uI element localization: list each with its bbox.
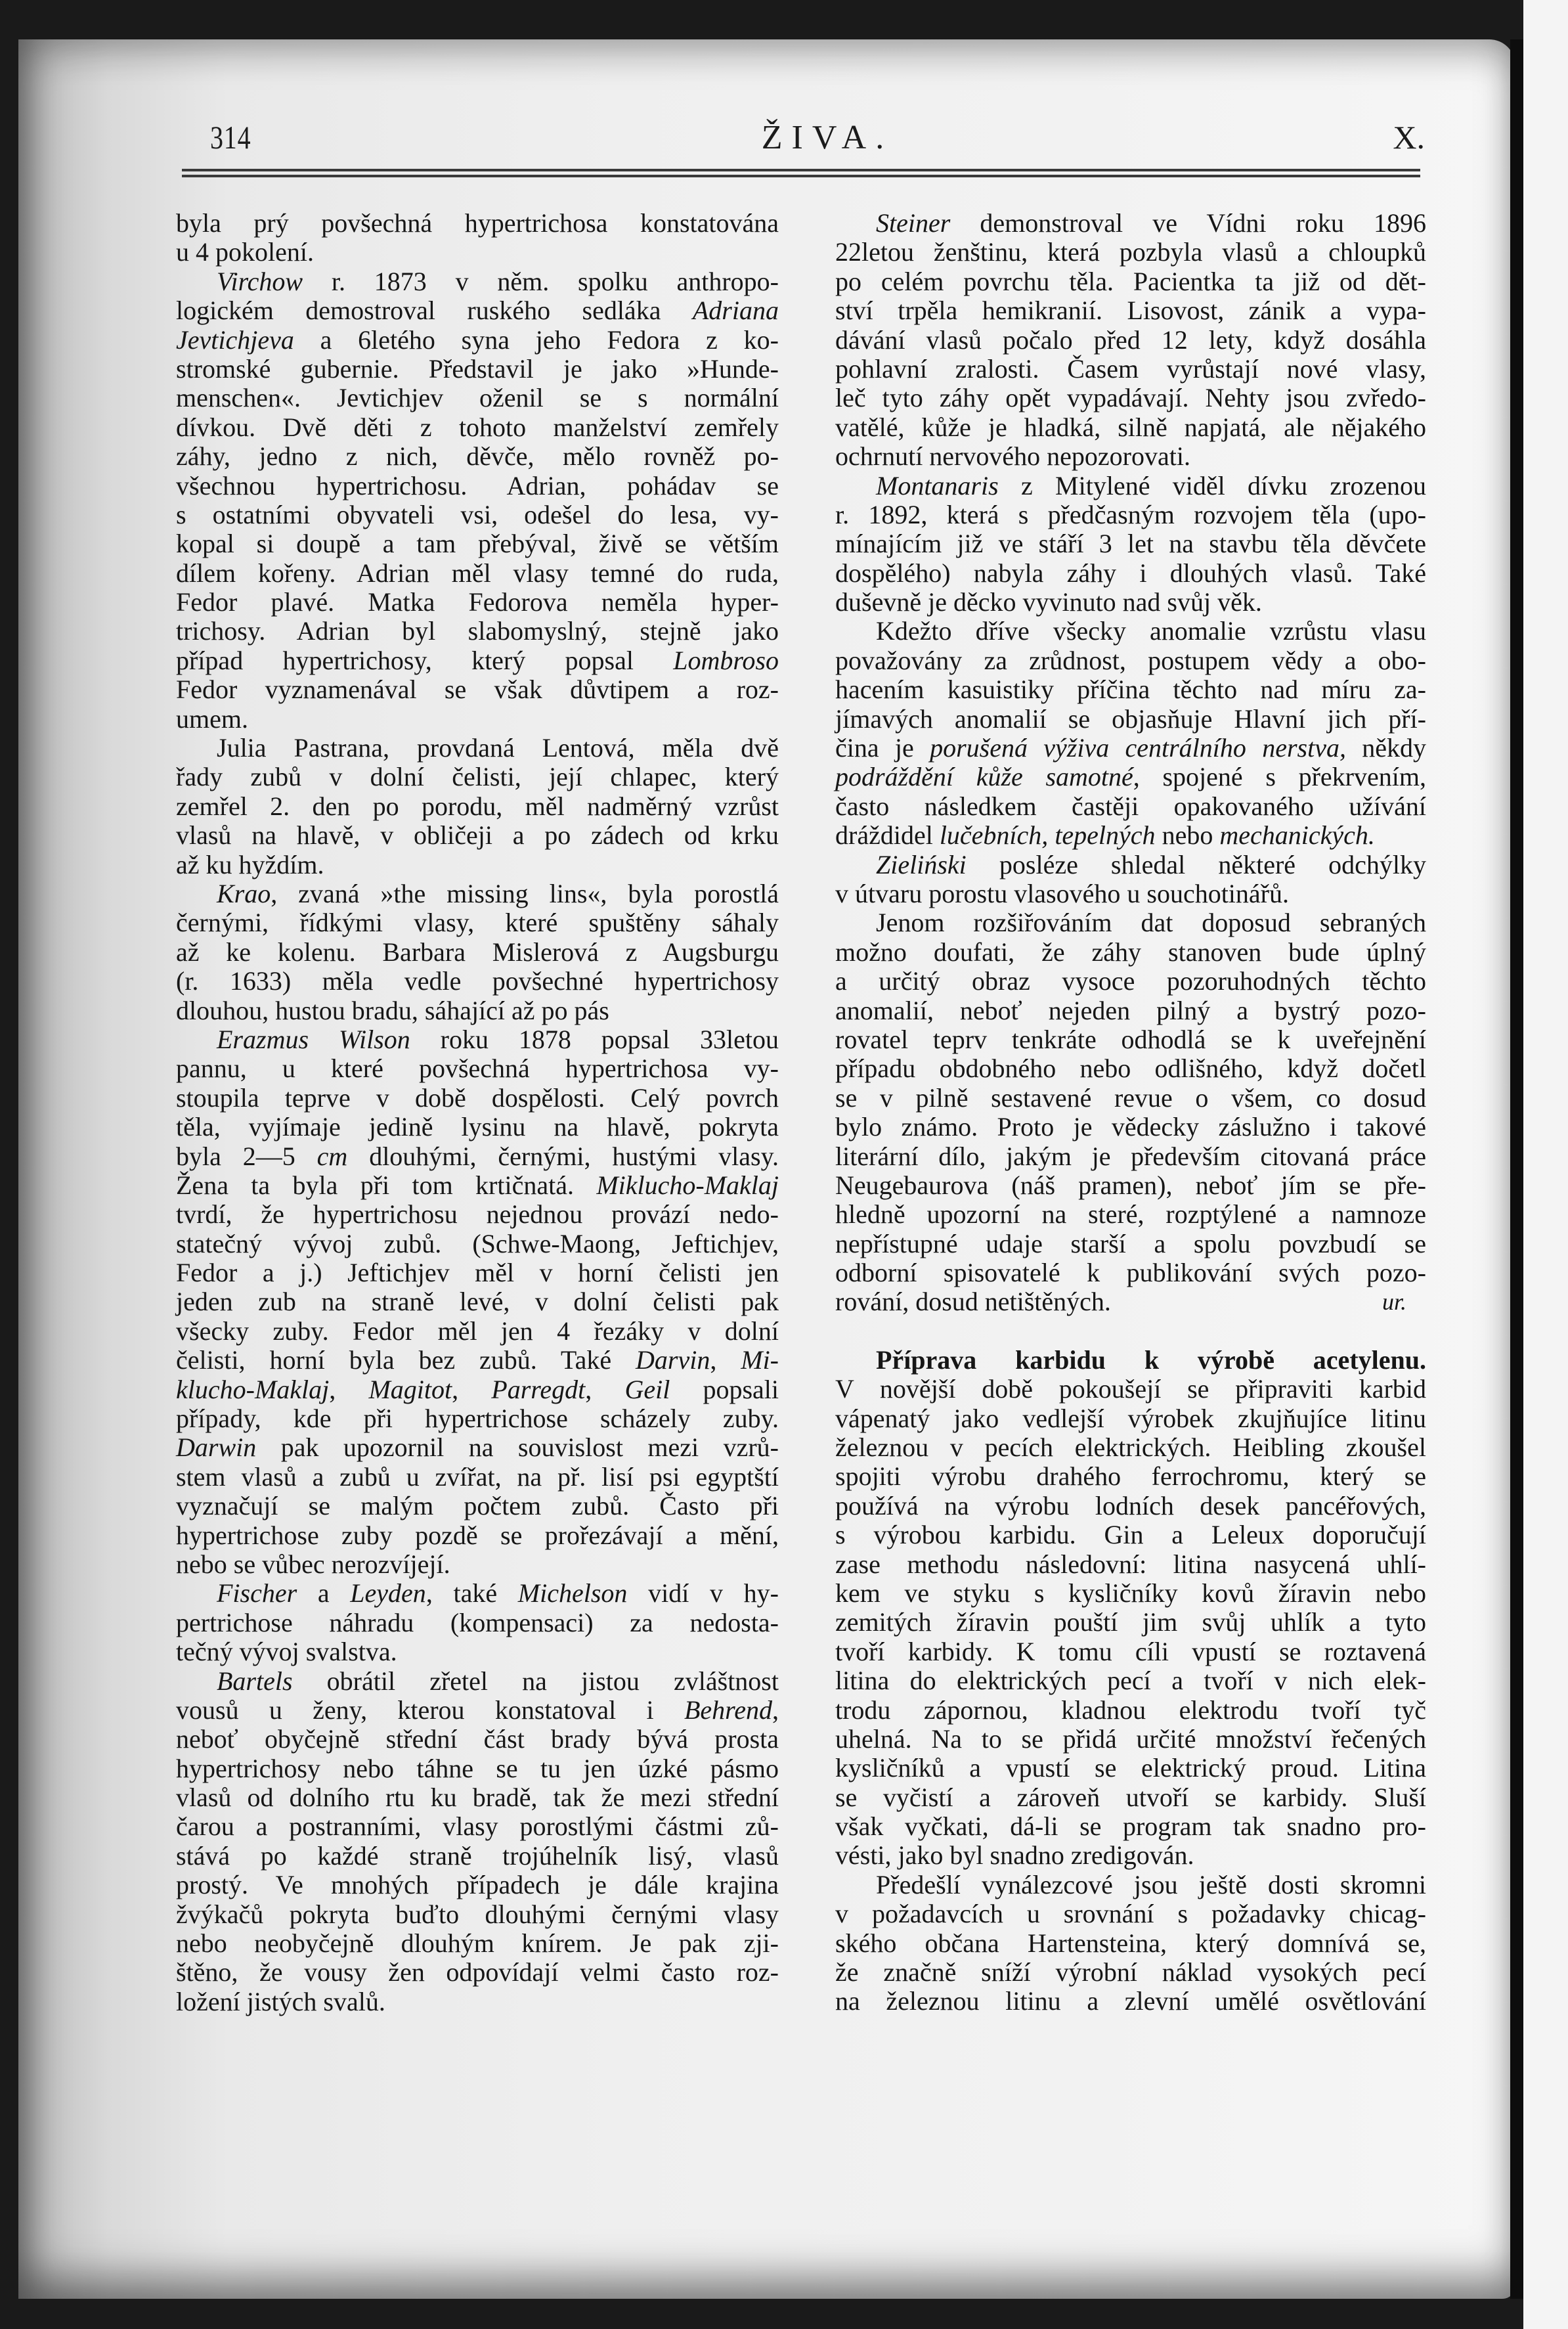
text-line: Zieliński posléze shledal některé odchýlky [876,849,1426,879]
text-line: Fedor plavé. Matka Fedorova neměla hyper- [176,587,779,617]
text-line: V novější době pokoušejí se připraviti karbid [835,1374,1426,1404]
text-line: neboť obyčejně střední část brady bývá prosta [176,1724,779,1754]
text-line: nepřístupné udaje starší a spolu povzbudí se [835,1228,1426,1258]
text-line: Jenom rozšiřováním dat doposud sebraných [876,908,1426,938]
text-line: logickém demostroval ruského sedláka Adriana [176,296,779,326]
text-line: v požadavcích u srovnání s požadavky chicag- [835,1899,1426,1929]
text-line: čina je porušená výživa centrálního nerstva, někdy [835,733,1426,763]
text-line: případy, kde při hypertrichose scházely zuby. [176,1404,779,1434]
text-line: kysličníků a vpustí se elektrický proud. Litina [835,1753,1426,1783]
section-heading: Příprava karbidu k výrobě acetylenu. [876,1344,1426,1375]
text-line: Žena ta byla při tom krtičnatá. Miklucho-Maklaj [176,1170,779,1200]
text-line: těla, vyjímaje jedině lysinu na hlavě, pokryta [176,1112,779,1142]
text-line: tvrdí, že hypertrichosu nejednou provází nedo- [176,1199,779,1230]
text-line: vésti, jako byl snadno zredigován. [835,1840,1194,1871]
text-line: zemřel 2. den po porodu, měl nadměrný vzrůst [176,791,779,821]
section-gap [835,1317,1426,1346]
text-line: Kdežto dříve všecky anomalie vzrůstu vlasu [876,616,1426,646]
text-line: ství trpěla hemikranií. Lisovost, zánik a vypa- [835,296,1426,326]
text-line: Erazmus Wilson roku 1878 popsal 33letou [217,1024,779,1054]
text-line: se vyčistí a zároveň utvoří se karbidy. Sluší [835,1782,1426,1812]
text-line: byla prý povšechná hypertrichosa konstatována [176,208,779,238]
text-line: všecky zuby. Fedor měl jen 4 řezáky v dolní [176,1316,779,1346]
text-line: zase methodu následovní: litina nasycená uhlí- [835,1549,1426,1579]
text-line: jeden zub na straně levé, v dolní čelisti pak [176,1287,779,1317]
text-line: byla 2—5 cm dlouhými, černými, hustými vlasy. [176,1141,779,1171]
text-line: vousů u ženy, kterou konstatoval i Behrend, [176,1695,779,1725]
text-line: záhy, jedno z nich, děvče, mělo rovněž po- [176,441,779,472]
text-line: kem ve styku s kysličníky kovů žíravin nebo [835,1578,1426,1608]
text-line: používá na výrobu lodních desek pancéřových, [835,1490,1426,1520]
text-line: duševně je děcko vyvinuto nad svůj věk. [835,587,1262,617]
text-line: trichosy. Adrian byl slabomyslný, stejně jako [176,616,779,646]
right-column [835,209,1426,2016]
text-line: odborní spisovatelé k publikování svých pozo- [835,1258,1426,1288]
text-line: až ku hyždím. [176,849,324,879]
text-line: stem vlasů a zubů u zvířat, na př. lisí psi egyptští [176,1461,779,1492]
text-line: všechnou hypertrichosu. Adrian, pohádav se [176,470,779,500]
text-line: ského občana Hartensteina, který domnívá se, [835,1928,1426,1958]
text-line: literární dílo, jakým je především citovaná práce [835,1141,1426,1171]
text-line: podráždění kůže samotné, spojené s překrvením, [835,762,1426,792]
text-line: s ostatními obyvateli vsi, odešel do lesa, vy- [176,499,779,529]
text-line: Steiner demonstroval ve Vídni roku 1896 [876,208,1426,238]
text-line: Fedor a j.) Jeftichjev měl v horní čelisti jen [176,1258,779,1288]
text-line: řady zubů v dolní čelisti, její chlapec, který [176,762,779,792]
text-line: stoupila teprve v době dospělosti. Celý povrch [176,1082,779,1113]
text-line: že značně sníží výrobní náklad vysokých pecí [835,1957,1426,1987]
text-line: případ hypertrichosy, který popsal Lombroso [176,645,779,675]
text-line: Jevtichjeva a 6letého syna jeho Fedora z ko- [176,324,779,355]
text-line: ochrnutí nervového nepozorovati. [835,441,1190,472]
text-line: pertrichose náhradu (kompensaci) za nedosta- [176,1607,779,1637]
text-line: černými, řídkými vlasy, které spuštěny sáhaly [176,908,779,938]
text-line: Krao, zvaná »the missing lins«, byla porostlá [217,878,779,908]
left-column [176,209,779,2016]
text-line: se v pilně sestavené revue o všem, co dosud [835,1082,1426,1113]
text-line: Fischer a Leyden, také Michelson vidí v hy- [217,1578,779,1608]
text-line: pohlavní zralosti. Časem vyrůstají nové vlasy, [835,353,1426,384]
text-line: dívkou. Dvě děti z tohoto manželství zemřely [176,412,779,442]
text-line: klucho-Maklaj, Magitot, Parregdt, Geil popsali [176,1374,779,1404]
text-line: vápenatý jako vedlejší výrobek zkujňujíce litinu [835,1403,1426,1433]
text-line: až ke kolenu. Barbara Mislerová z Augsburgu [176,937,779,967]
text-line: r. 1892, která s předčasným rozvojem těla (upo- [835,499,1426,529]
text-line: trodu zápornou, kladnou elektrodu tvoří tyč [835,1695,1426,1725]
text-line: vatělé, kůže je hladká, silně napjatá, ale nějakého [835,412,1426,442]
volume-number: X. [1393,119,1425,156]
text-line: možno doufati, že záhy stanoven bude úplný [835,937,1426,967]
text-line: hypertrichose zuby pozdě se prořezávají a mění, [176,1520,779,1550]
text-line: jímavých anomalií se objasňuje Hlavní jich pří- [835,703,1426,734]
text-line: uhelná. Na to se přidá určité množství řečených [835,1723,1426,1754]
text-line: menschen«. Jevtichjev oženil se s normální [176,383,779,413]
text-line: u 4 pokolení. [176,237,314,267]
text-line: vlasů od dolního rtu ku bradě, tak že mezi střední [176,1783,779,1813]
text-line: 22letou ženštinu, která pozbyla vlasů a chloupků [835,237,1426,267]
text-line: případu obdobného nebo odlišného, když dočetl [835,1054,1426,1084]
text-line: prostý. Ve mnohých případech je dále krajina [176,1870,779,1900]
page-number: 314 [210,119,251,156]
text-line: bylo známo. Proto je vědecky záslužno i takové [835,1112,1426,1142]
text-line: často následkem častěji opakovaného užívání [835,791,1426,821]
text-line: dospělého) nabyla záhy i dlouhých vlasů. Také [835,558,1426,588]
text-line: Julia Pastrana, provdaná Lentová, měla dvě [217,733,779,763]
text-line: žvýkačů pokryta buďto dlouhými černými vlasy [176,1899,779,1929]
text-line: s výrobou karbidu. Gin a Leleux doporučují [835,1520,1426,1550]
text-line: však vyčkati, dá-li se program tak snadno pro- [835,1811,1426,1842]
text-line: po celém povrchu těla. Pacientka ta již od dět- [835,266,1426,296]
running-header [210,118,1445,164]
text-line: ložení jistých svalů. [176,1986,385,2016]
scan-margin-right [1523,0,1568,2329]
text-line: na železnou litinu a zlevní umělé osvětlování [835,1986,1426,2016]
text-line: leč tyto záhy opět vypadávají. Nehty jsou zvředo- [835,383,1426,413]
text-line: rování, dosud netištěných. ur. [835,1287,1406,1317]
text-line: pannu, u které povšechná hypertrichosa vy- [176,1054,779,1084]
text-line: (r. 1633) měla vedle povšechné hypertrichosy [176,966,779,996]
header-rule-bottom [182,175,1420,177]
text-line: nebo neobyčejně dlouhým knírem. Je pak zji- [176,1928,779,1959]
text-line: stromské gubernie. Představil je jako »Hunde- [176,353,779,384]
text-line: považovány za zrůdnost, postupem vědy a obo- [835,645,1426,675]
text-line: Darwin pak upozornil na souvislost mezi vzrů- [176,1432,779,1463]
text-line: nebo se vůbec nerozvíjejí. [176,1549,450,1579]
text-line: a určitý obraz vysoce pozoruhodných těchto [835,966,1426,996]
text-line: dlouhou, hustou bradu, sáhající až po pás [176,995,609,1025]
text-line: železnou v pecích elektrických. Heibling zkoušel [835,1432,1426,1463]
text-line: anomalií, neboť nejeden pilný a bystrý pozo- [835,995,1426,1025]
text-line: vlasů na hlavě, v obličeji a po zádech od krku [176,820,779,851]
text-line: hacením kasuistiky příčina těchto nad míru za- [835,675,1426,705]
text-line: tvoří karbidy. K tomu cíli vpustí se roztavená [835,1636,1426,1666]
text-line: Virchow r. 1873 v něm. spolku anthropo- [217,266,779,296]
text-line: Montanaris z Mitylené viděl dívku zrozenou [876,470,1426,500]
text-line: dávání vlasů počalo před 12 lety, když dosáhla [835,324,1426,355]
text-line: spojiti výrobu drahého ferrochromu, který se [835,1461,1426,1492]
author-signature: ur. [1382,1289,1406,1316]
scan-edge-right [1510,39,1525,2299]
text-line: hledně upozorní na steré, rozptýlené a namnoze [835,1199,1426,1230]
text-line: Fedor vyznamenával se však důvtipem a roz- [176,675,779,705]
text-line: dílem kořeny. Adrian měl vlasy temné do ruda, [176,558,779,588]
text-line: Bartels obrátil zřetel na jistou zvláštnost [217,1666,779,1696]
text-line: umem. [176,703,248,734]
text-line: čelisti, horní byla bez zubů. Také Darvin, Mi- [176,1345,779,1375]
text-line: vyznačují se malým počtem zubů. Často při [176,1491,779,1521]
text-line: štěno, že vousy žen odpovídají velmi často roz- [176,1957,779,1987]
text-line: rovatel teprv tenkráte odhodlá se k uveřejnění [835,1024,1426,1054]
text-line: v útvaru porostu vlasového u souchotinářů. [835,878,1289,908]
text-line: Předešlí vynálezcové jsou ještě dosti skromni [876,1869,1426,1899]
text-line: dráždidel lučebních, tepelných nebo mechanických. [835,820,1375,851]
text-line: kopal si doupě a tam přebýval, živě se větším [176,529,779,559]
text-line: stává po každé straně trojúhelník lisý, vlasů [176,1840,779,1871]
text-line: mínajícím již ve stáří 3 let na stavbu těla děvčete [835,529,1426,559]
text-line: čarou a postranními, vlasy porostlými částmi zů- [176,1811,779,1842]
text-line: litina do elektrických pecí a tvoří v nich elek- [835,1666,1426,1696]
text-line: tečný vývoj svalstva. [176,1637,397,1667]
text-line: zemitých žíravin pouští jim svůj uhlík a tyto [835,1607,1426,1637]
text-line: Neugebaurova (náš pramen), neboť jím se pře- [835,1170,1426,1200]
text-line: statečný vývoj zubů. (Schwe-Maong, Jeftichjev, [176,1228,779,1258]
journal-title: ŽIVA. [761,119,894,156]
text-line: hypertrichosy nebo táhne se tu jen úzké pásmo [176,1753,779,1783]
header-rule-top [182,169,1420,171]
